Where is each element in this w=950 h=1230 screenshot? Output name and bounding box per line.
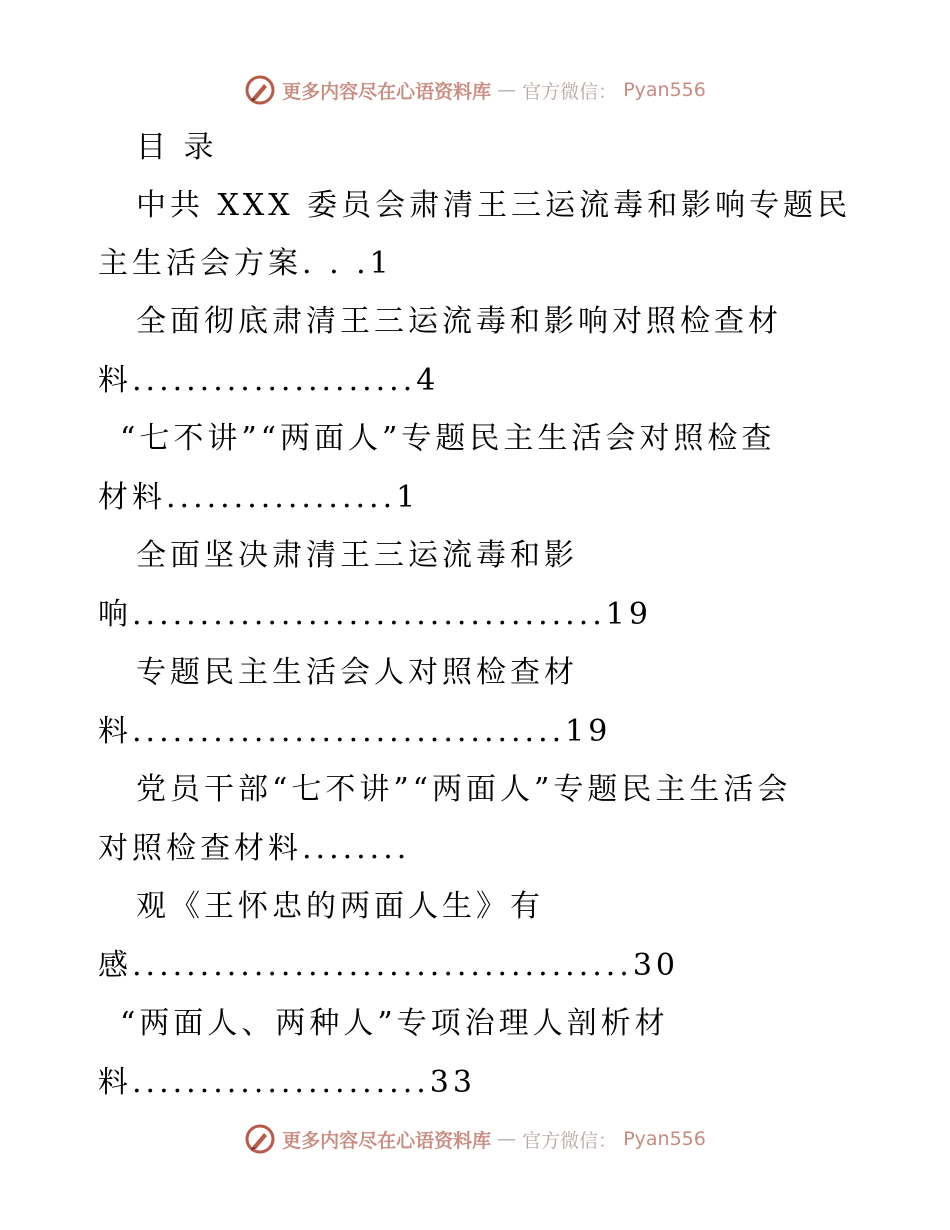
- pen-logo-icon: [244, 1123, 276, 1155]
- toc-heading: 目 录: [136, 130, 218, 165]
- toc-entry-5-line1[interactable]: 专题民主生活会人对照检查材: [136, 655, 578, 690]
- toc-entry-3-line2[interactable]: 材料.................1: [98, 480, 420, 515]
- watermark-id: Pyan556: [623, 1128, 706, 1150]
- toc-entry-7-line1[interactable]: 观《王怀忠的两面人生》有: [136, 889, 544, 924]
- watermark-separator: —: [497, 79, 517, 101]
- watermark-main-text: 更多内容尽在心语资料库: [282, 1129, 492, 1152]
- watermark-sub-text: 官方微信：: [522, 1129, 618, 1152]
- toc-entry-2-line1[interactable]: 全面彻底肃清王三运流毒和影响对照检查材: [136, 304, 782, 339]
- toc-entry-6-line2[interactable]: 对照检查材料........: [98, 831, 411, 866]
- watermark-main-text: 更多内容尽在心语资料库: [282, 80, 492, 103]
- watermark-id: Pyan556: [623, 79, 706, 101]
- toc-entry-2-line2[interactable]: 料.....................4: [98, 363, 440, 398]
- toc-entry-8-line1[interactable]: “两面人、两种人”专项治理人剖析材: [120, 1006, 669, 1041]
- watermark-sub-text: 官方微信：: [522, 80, 618, 103]
- toc-entry-1-line1[interactable]: 中共 XXX 委员会肃清王三运流毒和影响专题民: [136, 188, 852, 223]
- toc-entry-5-line2[interactable]: 料................................19: [98, 714, 612, 749]
- toc-entry-7-line2[interactable]: 感.....................................30: [98, 948, 680, 983]
- toc-entry-6-line1[interactable]: 党员干部“七不讲”“两面人”专题民主生活会: [136, 772, 792, 807]
- pen-logo-icon: [244, 74, 276, 106]
- toc-entry-1-line2[interactable]: 主生活会方案. . .1: [98, 246, 393, 281]
- toc-entry-3-line1[interactable]: “七不讲”“两面人”专题民主生活会对照检查: [120, 421, 776, 456]
- toc-entry-4-line1[interactable]: 全面坚决肃清王三运流毒和影: [136, 538, 578, 573]
- watermark-separator: —: [497, 1128, 517, 1150]
- watermark-banner-bottom: [0, 1119, 950, 1159]
- toc-entry-8-line2[interactable]: 料......................33: [98, 1065, 476, 1100]
- watermark-banner-top: [0, 70, 950, 110]
- toc-entry-4-line2[interactable]: 响...................................19: [98, 597, 652, 632]
